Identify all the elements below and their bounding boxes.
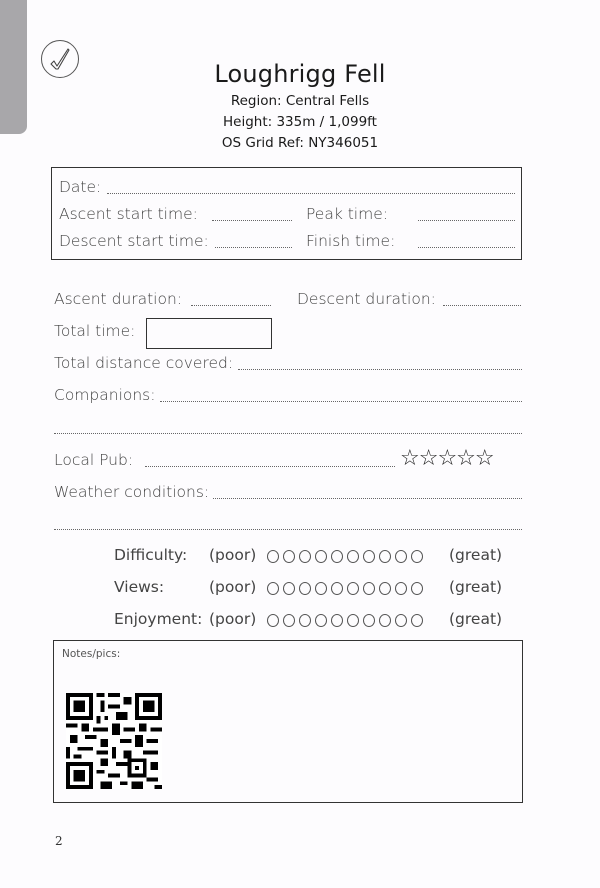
rating-circle-8[interactable] xyxy=(379,550,391,563)
rating-circle-4[interactable] xyxy=(315,550,327,563)
rating-circle-2[interactable] xyxy=(283,582,295,595)
great-label: (great) xyxy=(449,546,503,564)
companions-field[interactable] xyxy=(160,401,522,402)
rating-circle-8[interactable] xyxy=(379,614,391,627)
rating-label: Views: xyxy=(114,578,165,596)
poor-label: (poor) xyxy=(209,546,257,564)
rating-circle-10[interactable] xyxy=(411,582,423,595)
rating-circles xyxy=(267,614,423,627)
total-distance-field[interactable] xyxy=(238,369,522,370)
descent-start-field[interactable] xyxy=(215,247,292,248)
rating-circles xyxy=(267,550,423,563)
companions-field-line-2[interactable] xyxy=(54,433,522,434)
height: Height: 335m / 1,099ft xyxy=(223,114,377,130)
ascent-duration-field[interactable] xyxy=(191,305,271,306)
rating-label: Difficulty: xyxy=(114,546,188,564)
rating-circle-3[interactable] xyxy=(299,614,311,627)
rating-circle-5[interactable] xyxy=(331,582,343,595)
peak-time-label: Peak time: xyxy=(306,205,388,223)
rating-circle-2[interactable] xyxy=(283,550,295,563)
date-field[interactable] xyxy=(107,193,515,194)
ascent-start-field[interactable] xyxy=(212,220,292,221)
rating-circle-1[interactable] xyxy=(267,550,279,563)
total-time-label: Total time: xyxy=(54,322,136,340)
rating-circle-10[interactable] xyxy=(411,614,423,627)
notes-label: Notes/pics: xyxy=(62,648,121,660)
date-label: Date: xyxy=(59,178,102,196)
local-pub-field[interactable] xyxy=(145,466,395,467)
rating-circle-4[interactable] xyxy=(315,614,327,627)
descent-duration-field[interactable] xyxy=(443,305,521,306)
rating-circle-7[interactable] xyxy=(363,582,375,595)
poor-label: (poor) xyxy=(209,610,257,628)
rating-circle-2[interactable] xyxy=(283,614,295,627)
rating-circle-7[interactable] xyxy=(363,614,375,627)
ascent-start-label: Ascent start time: xyxy=(59,205,198,223)
rating-circle-7[interactable] xyxy=(363,550,375,563)
weather-label: Weather conditions: xyxy=(54,483,210,501)
rating-circle-1[interactable] xyxy=(267,614,279,627)
rating-circle-5[interactable] xyxy=(331,614,343,627)
pub-star-rating[interactable]: ☆☆☆☆☆ xyxy=(400,446,494,471)
rating-circle-1[interactable] xyxy=(267,582,279,595)
great-label: (great) xyxy=(449,610,503,628)
notes-box[interactable] xyxy=(53,640,523,803)
rating-circle-9[interactable] xyxy=(395,614,407,627)
rating-circle-6[interactable] xyxy=(347,614,359,627)
rating-circle-3[interactable] xyxy=(299,550,311,563)
rating-circle-8[interactable] xyxy=(379,582,391,595)
peak-time-field[interactable] xyxy=(418,220,515,221)
rating-circle-9[interactable] xyxy=(395,582,407,595)
fell-name: Loughrigg Fell xyxy=(214,60,386,88)
rating-circle-9[interactable] xyxy=(395,550,407,563)
rating-circles xyxy=(267,582,423,595)
ascent-duration-label: Ascent duration: xyxy=(54,290,183,308)
weather-field[interactable] xyxy=(213,498,522,499)
great-label: (great) xyxy=(449,578,503,596)
rating-circle-6[interactable] xyxy=(347,550,359,563)
qr-code-icon[interactable] xyxy=(66,693,162,789)
time-log-box xyxy=(51,167,522,260)
region: Region: Central Fells xyxy=(230,93,370,109)
companions-label: Companions: xyxy=(54,386,156,404)
weather-field-line-2[interactable] xyxy=(54,529,522,530)
rating-circle-3[interactable] xyxy=(299,582,311,595)
rating-circle-10[interactable] xyxy=(411,550,423,563)
grid-ref: OS Grid Ref: NY346051 xyxy=(221,135,379,151)
descent-start-label: Descent start time: xyxy=(59,232,209,250)
page-number: 2 xyxy=(55,834,63,848)
rating-label: Enjoyment: xyxy=(114,610,203,628)
rating-circle-6[interactable] xyxy=(347,582,359,595)
total-time-box[interactable] xyxy=(146,318,272,349)
total-distance-label: Total distance covered: xyxy=(54,354,234,372)
poor-label: (poor) xyxy=(209,578,257,596)
finish-time-label: Finish time: xyxy=(306,232,396,250)
rating-circle-4[interactable] xyxy=(315,582,327,595)
descent-duration-label: Descent duration: xyxy=(297,290,436,308)
local-pub-label: Local Pub: xyxy=(54,451,134,469)
finish-time-field[interactable] xyxy=(418,247,515,248)
rating-circle-5[interactable] xyxy=(331,550,343,563)
